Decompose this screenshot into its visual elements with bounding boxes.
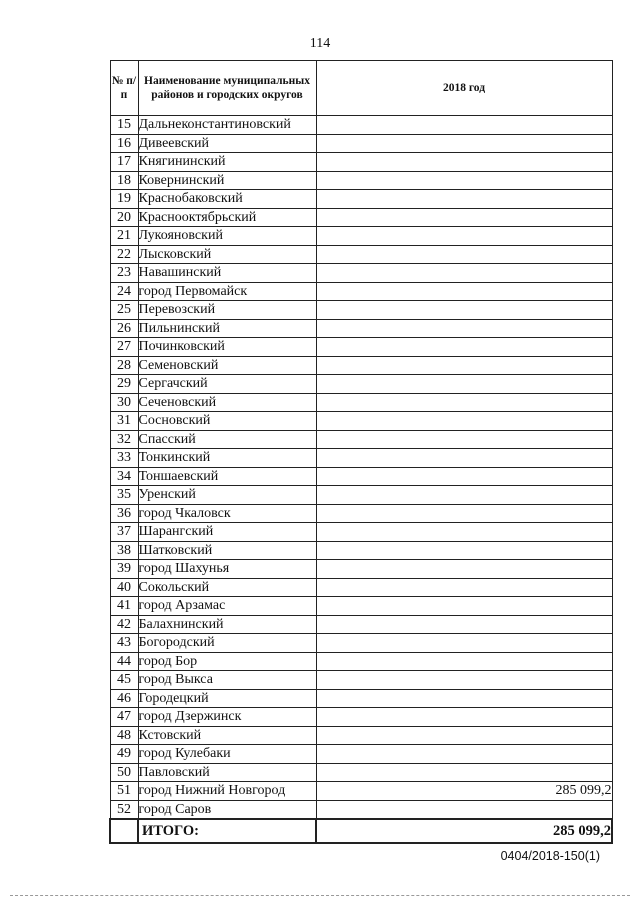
- row-name: Павловский: [138, 763, 316, 782]
- page-number: 114: [309, 36, 331, 51]
- row-name: город Саров: [138, 800, 316, 819]
- row-number: 39: [110, 560, 138, 579]
- row-number: 31: [110, 412, 138, 431]
- row-name: Краснооктябрьский: [138, 208, 316, 227]
- row-value: [316, 393, 612, 412]
- table-row: [110, 375, 612, 394]
- table-row: [110, 412, 612, 431]
- table-row: [110, 282, 612, 301]
- row-value: [316, 356, 612, 375]
- row-number: 17: [110, 153, 138, 172]
- row-name: Княгининский: [138, 153, 316, 172]
- table-row: [110, 153, 612, 172]
- row-name: Навашинский: [138, 264, 316, 283]
- table-row: [110, 634, 612, 653]
- municipal-table: [109, 60, 613, 844]
- row-value: [316, 245, 612, 264]
- row-name: Шатковский: [138, 541, 316, 560]
- table-row: [110, 671, 612, 690]
- row-number: 40: [110, 578, 138, 597]
- scan-edge-line: [10, 895, 630, 897]
- row-name: Балахнинский: [138, 615, 316, 634]
- row-name: город Выкса: [138, 671, 316, 690]
- row-value: [316, 671, 612, 690]
- row-number: 26: [110, 319, 138, 338]
- row-value: [316, 375, 612, 394]
- row-number: 27: [110, 338, 138, 357]
- row-value: [316, 227, 612, 246]
- table-row: [110, 134, 612, 153]
- table-row: [110, 615, 612, 634]
- row-number: 32: [110, 430, 138, 449]
- row-number: 51: [110, 782, 138, 801]
- row-name: Пильнинский: [138, 319, 316, 338]
- table-row: [110, 541, 612, 560]
- table-row: [110, 449, 612, 468]
- row-name: Сеченовский: [138, 393, 316, 412]
- row-value: [316, 652, 612, 671]
- row-name: город Первомайск: [138, 282, 316, 301]
- row-name: Сокольский: [138, 578, 316, 597]
- row-number: 28: [110, 356, 138, 375]
- table-row: [110, 430, 612, 449]
- total-label: ИТОГО:: [138, 819, 316, 843]
- row-number: 45: [110, 671, 138, 690]
- row-value: [316, 116, 612, 135]
- row-number: 25: [110, 301, 138, 320]
- row-number: 48: [110, 726, 138, 745]
- table-row: [110, 708, 612, 727]
- row-name: город Арзамас: [138, 597, 316, 616]
- row-number: 24: [110, 282, 138, 301]
- header-num: № п/п: [110, 61, 138, 116]
- table-row: [110, 338, 612, 357]
- row-value: [316, 153, 612, 172]
- row-number: 19: [110, 190, 138, 209]
- row-value: [316, 689, 612, 708]
- row-number: 42: [110, 615, 138, 634]
- row-value: [316, 190, 612, 209]
- table-row: [110, 726, 612, 745]
- row-number: 37: [110, 523, 138, 542]
- row-value: [316, 301, 612, 320]
- row-number: 16: [110, 134, 138, 153]
- row-value: [316, 763, 612, 782]
- row-name: Починковский: [138, 338, 316, 357]
- row-value: [316, 208, 612, 227]
- row-value: [316, 541, 612, 560]
- row-value: [316, 726, 612, 745]
- table-row: [110, 245, 612, 264]
- row-name: Семеновский: [138, 356, 316, 375]
- table-row: [110, 467, 612, 486]
- row-value: [316, 745, 612, 764]
- row-number: 49: [110, 745, 138, 764]
- row-value: [316, 412, 612, 431]
- row-name: Уренский: [138, 486, 316, 505]
- row-number: 43: [110, 634, 138, 653]
- row-name: город Кулебаки: [138, 745, 316, 764]
- row-value: [316, 800, 612, 819]
- total-value: 285 099,2: [316, 819, 612, 843]
- table-row: [110, 745, 612, 764]
- row-number: 50: [110, 763, 138, 782]
- row-number: 22: [110, 245, 138, 264]
- row-number: 33: [110, 449, 138, 468]
- row-number: 52: [110, 800, 138, 819]
- table-header-row: [110, 61, 612, 116]
- row-name: город Нижний Новгород: [138, 782, 316, 801]
- row-name: город Дзержинск: [138, 708, 316, 727]
- row-value: [316, 467, 612, 486]
- row-value: [316, 282, 612, 301]
- table-row: [110, 116, 612, 135]
- table-row: [110, 208, 612, 227]
- row-name: Сосновский: [138, 412, 316, 431]
- table-row: [110, 393, 612, 412]
- row-number: 23: [110, 264, 138, 283]
- row-value: [316, 338, 612, 357]
- row-value: [316, 171, 612, 190]
- table-row: [110, 578, 612, 597]
- row-number: 38: [110, 541, 138, 560]
- row-number: 35: [110, 486, 138, 505]
- table-row: [110, 486, 612, 505]
- row-name: Дальнеконстантиновский: [138, 116, 316, 135]
- row-name: Богородский: [138, 634, 316, 653]
- header-year: 2018 год: [316, 61, 612, 116]
- row-name: Спасский: [138, 430, 316, 449]
- row-value: [316, 134, 612, 153]
- document-code: 0404/2018-150(1): [500, 849, 600, 863]
- table-row: [110, 319, 612, 338]
- row-value: 285 099,2: [316, 782, 612, 801]
- row-number: 30: [110, 393, 138, 412]
- row-name: Городецкий: [138, 689, 316, 708]
- table-row: [110, 560, 612, 579]
- table-row: [110, 171, 612, 190]
- table-row: [110, 301, 612, 320]
- row-name: Дивеевский: [138, 134, 316, 153]
- row-number: 47: [110, 708, 138, 727]
- row-name: город Бор: [138, 652, 316, 671]
- row-value: [316, 430, 612, 449]
- row-value: [316, 615, 612, 634]
- row-number: 20: [110, 208, 138, 227]
- row-name: Кстовский: [138, 726, 316, 745]
- table-row: [110, 523, 612, 542]
- row-name: Краснобаковский: [138, 190, 316, 209]
- table-row: [110, 504, 612, 523]
- row-name: город Шахунья: [138, 560, 316, 579]
- row-name: Лысковский: [138, 245, 316, 264]
- row-name: Ковернинский: [138, 171, 316, 190]
- table-row: [110, 356, 612, 375]
- row-number: 18: [110, 171, 138, 190]
- table-row: [110, 652, 612, 671]
- row-name: Шарангский: [138, 523, 316, 542]
- row-number: 46: [110, 689, 138, 708]
- row-value: [316, 449, 612, 468]
- table-row: [110, 597, 612, 616]
- row-value: [316, 634, 612, 653]
- row-number: 44: [110, 652, 138, 671]
- table-row: [110, 689, 612, 708]
- row-number: 36: [110, 504, 138, 523]
- row-name: Тоншаевский: [138, 467, 316, 486]
- row-number: 41: [110, 597, 138, 616]
- table-row: [110, 190, 612, 209]
- row-name: Сергачский: [138, 375, 316, 394]
- table-row: [110, 782, 612, 801]
- row-value: [316, 597, 612, 616]
- row-value: [316, 504, 612, 523]
- total-num-cell: [110, 819, 138, 843]
- row-value: [316, 319, 612, 338]
- row-value: [316, 486, 612, 505]
- row-name: город Чкаловск: [138, 504, 316, 523]
- row-number: 21: [110, 227, 138, 246]
- row-name: Перевозский: [138, 301, 316, 320]
- row-value: [316, 578, 612, 597]
- header-name: Наименование муниципальных районов и городских округов: [138, 61, 316, 116]
- row-number: 34: [110, 467, 138, 486]
- row-value: [316, 560, 612, 579]
- row-value: [316, 264, 612, 283]
- row-name: Лукояновский: [138, 227, 316, 246]
- row-value: [316, 708, 612, 727]
- table-row: [110, 800, 612, 819]
- row-value: [316, 523, 612, 542]
- table-row: [110, 227, 612, 246]
- table-row: [110, 264, 612, 283]
- total-row: [110, 819, 612, 843]
- row-number: 29: [110, 375, 138, 394]
- row-number: 15: [110, 116, 138, 135]
- row-name: Тонкинский: [138, 449, 316, 468]
- table-row: [110, 763, 612, 782]
